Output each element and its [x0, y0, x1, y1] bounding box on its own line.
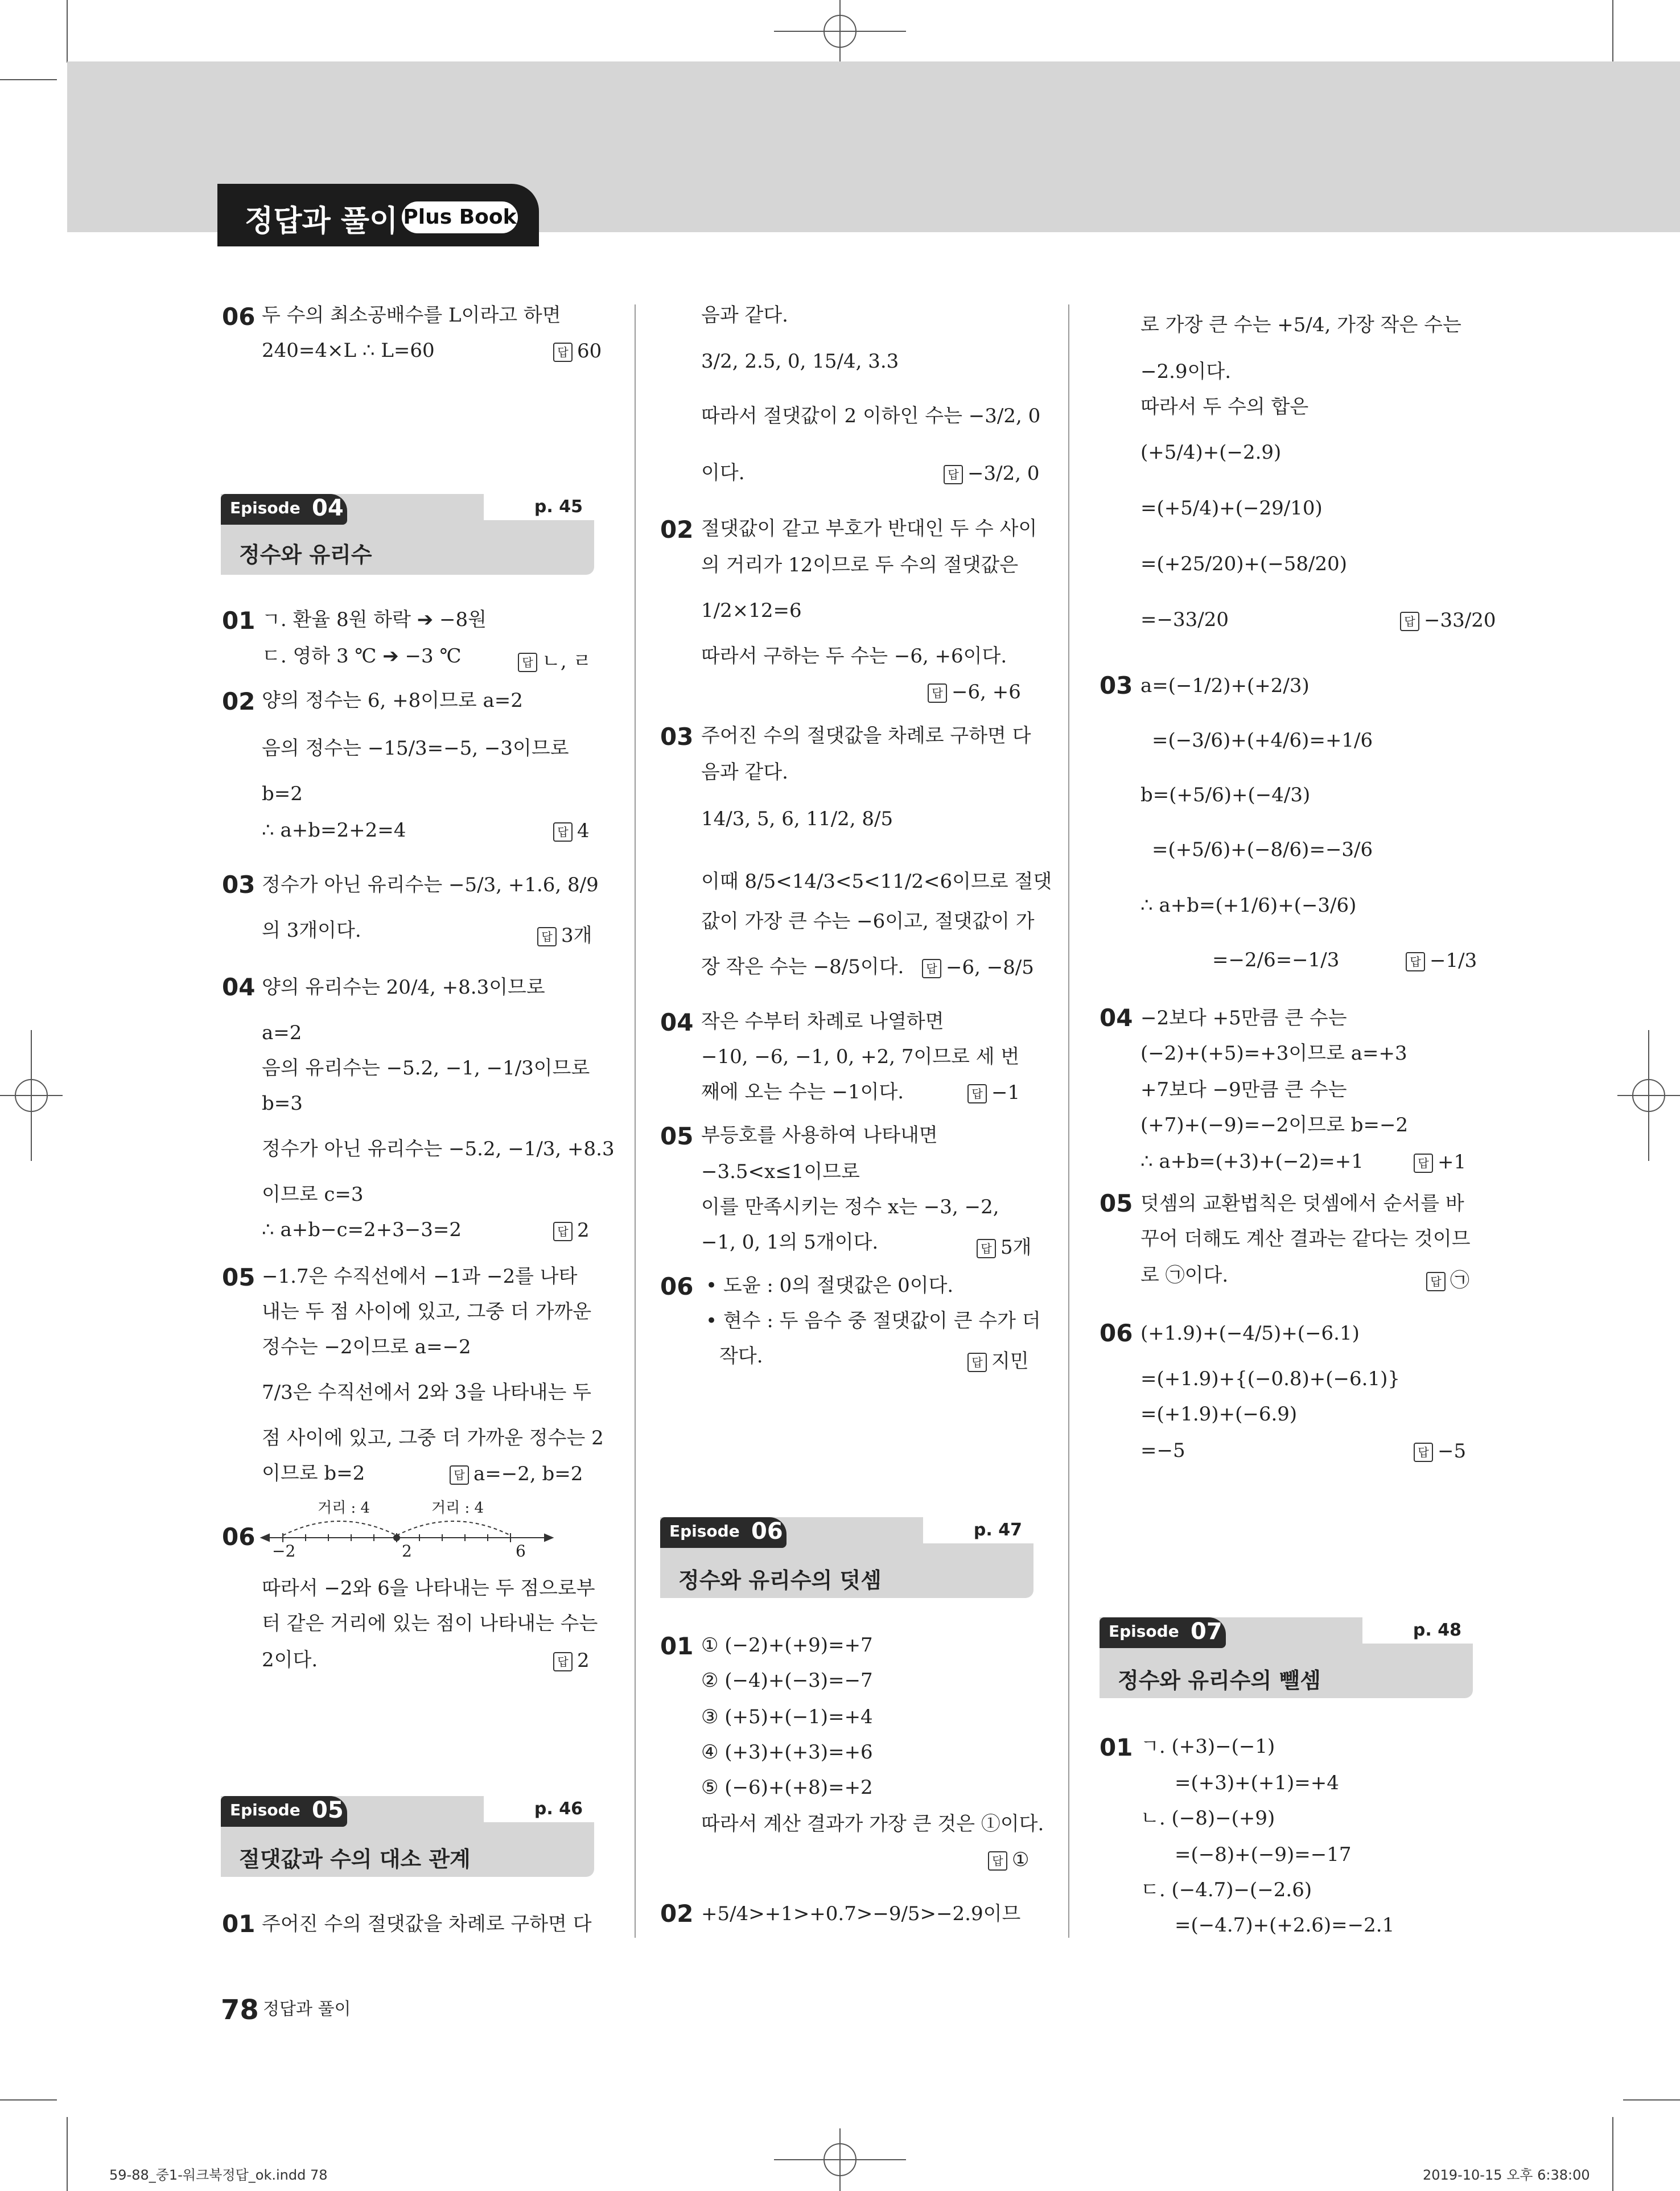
text-line: 로 가장 큰 수는 +5/4, 가장 작은 수는: [1140, 314, 1461, 336]
page-number: 78: [221, 1994, 259, 2026]
answer-mark-icon: 답: [537, 927, 557, 946]
problem-number: 01: [222, 607, 256, 635]
distance-label: 거리 : 4: [431, 1500, 484, 1517]
episode-page: p. 47: [923, 1517, 1033, 1543]
episode-page: p. 45: [484, 494, 594, 520]
answer-value: a=−2, b=2: [473, 1463, 583, 1485]
text-line: 3/2, 2.5, 0, 15/4, 3.3: [701, 350, 899, 373]
text-line: =(−3/6)+(+4/6)=+1/6: [1152, 729, 1373, 752]
distance-label: 거리 : 4: [318, 1500, 370, 1517]
episode-tag: [221, 494, 347, 525]
problem-number: 03: [660, 723, 694, 751]
answer-value: −5: [1438, 1440, 1467, 1463]
text-line: 음의 유리수는 −5.2, −1, −1/3이므로: [262, 1057, 590, 1080]
number-line-diagram: [259, 1504, 578, 1566]
answer-value: 60: [577, 340, 602, 363]
text-line: 정수가 아닌 유리수는 −5/3, +1.6, 8/9: [262, 874, 599, 896]
text-line: a=(−1/2)+(+2/3): [1140, 674, 1310, 697]
problem-number: 03: [1100, 672, 1133, 699]
episode-label: Episode: [230, 1801, 300, 1819]
problem-number: 06: [222, 1523, 256, 1551]
problem-number: 02: [660, 1900, 694, 1928]
text-line: a=2: [262, 1022, 302, 1044]
problem-number: 06: [1100, 1319, 1133, 1347]
answer-mark-icon: 답: [553, 822, 573, 842]
answer-value: −1/3: [1430, 949, 1477, 972]
text-line: −1.7은 수직선에서 −1과 −2를 나타: [262, 1265, 578, 1288]
text-line: 따라서 두 수의 합은: [1140, 396, 1309, 418]
text-line: 정수가 아닌 유리수는 −5.2, −1/3, +8.3: [262, 1138, 615, 1160]
text-line: =(−8)+(−9)=−17: [1175, 1843, 1352, 1866]
text-line: ⑤ (−6)+(+8)=+2: [701, 1776, 873, 1799]
episode-tag: [1100, 1617, 1226, 1648]
text-line: 음과 같다.: [701, 761, 788, 784]
text-line: (+7)+(−9)=−2이므로 b=−2: [1140, 1114, 1409, 1136]
answer-value: ①: [1012, 1848, 1030, 1871]
text-line: ㄷ. (−4.7)−(−2.6): [1140, 1879, 1312, 1901]
answer: [1414, 1151, 1466, 1173]
answer-mark-icon: 답: [977, 1239, 996, 1258]
answer-mark-icon: 답: [967, 1084, 987, 1103]
episode-label: Episode: [230, 499, 300, 517]
problem-number: 04: [660, 1008, 694, 1036]
answer-mark-icon: 답: [922, 959, 941, 978]
problem-number: 05: [1100, 1189, 1133, 1217]
answer-mark-icon: 답: [553, 1222, 573, 1241]
text-line: −2보다 +5만큼 큰 수는: [1140, 1007, 1347, 1029]
text-line: ∴ a+b=2+2=4: [262, 819, 406, 842]
answer-mark-icon: 답: [450, 1465, 469, 1485]
answer: [553, 1219, 590, 1242]
text-line: +7보다 −9만큼 큰 수는: [1140, 1078, 1347, 1101]
text-line: =(+25/20)+(−58/20): [1140, 553, 1347, 575]
answer: [1426, 1265, 1469, 1292]
problem-number: 05: [222, 1263, 256, 1291]
column-divider: [1068, 304, 1069, 1938]
text-line: 이다.: [701, 462, 745, 484]
episode-title: 정수와 유리수: [239, 542, 372, 567]
text-line: 절댓값이 같고 부호가 반대인 두 수 사이: [701, 517, 1037, 540]
text-line: =(+1.9)+(−6.9): [1140, 1403, 1298, 1426]
episode-number: 06: [751, 1518, 783, 1545]
episode-title: 절댓값과 수의 대소 관계: [239, 1847, 471, 1872]
answer-mark-icon: 답: [1400, 612, 1419, 631]
text-line: 정수는 −2이므로 a=−2: [262, 1336, 471, 1358]
problem-number: 02: [222, 687, 256, 715]
episode-label: Episode: [1109, 1622, 1179, 1641]
text-line: ㄱ. 환율 8원 하락 ➔ −8원: [262, 608, 487, 631]
text-line: ∴ a+b=(+1/6)+(−3/6): [1140, 894, 1357, 917]
episode-page: p. 48: [1362, 1617, 1473, 1644]
text-line: =(+3)+(+1)=+4: [1175, 1772, 1339, 1794]
text-line: 따라서 −2와 6을 나타내는 두 점으로부: [262, 1577, 595, 1600]
problem-number: 02: [660, 516, 694, 543]
text-line: 내는 두 점 사이에 있고, 그중 더 가까운: [262, 1300, 592, 1323]
text-line: (+1.9)+(−4/5)+(−6.1): [1140, 1322, 1360, 1345]
episode-number: 07: [1191, 1618, 1222, 1645]
print-timestamp: 2019-10-15 오후 6:38:00: [1423, 2167, 1590, 2183]
text-line: 두 수의 최소공배수를 L이라고 하면: [262, 304, 561, 327]
text-line: (+5/4)+(−2.9): [1140, 441, 1282, 464]
text-line: −3.5<x≤1이므로: [701, 1160, 860, 1183]
page-title: 정답과 풀이: [245, 204, 398, 238]
answer-mark-icon: 답: [553, 343, 573, 362]
answer: [977, 1232, 1031, 1259]
answer: [1414, 1440, 1466, 1463]
text-line: 따라서 구하는 두 수는 −6, +6이다.: [701, 645, 1007, 668]
answer: [988, 1848, 1029, 1871]
text-line: 1/2×12=6: [701, 599, 802, 622]
answer-mark-icon: 답: [928, 683, 947, 703]
episode-page: p. 46: [484, 1796, 594, 1822]
answer-value: 5개: [1000, 1236, 1032, 1259]
answer-mark-icon: 답: [1414, 1443, 1433, 1462]
text-line: 이때 8/5<14/3<5<11/2<6이므로 절댓: [701, 870, 1052, 893]
episode-number: 04: [312, 495, 344, 521]
text-line: 이므로 c=3: [262, 1183, 364, 1206]
text-line: −10, −6, −1, 0, +2, 7이므로 세 번: [701, 1045, 1020, 1068]
tick-label: 2: [402, 1542, 412, 1560]
text-line: • 현수 : 두 음수 중 절댓값이 큰 수가 더: [706, 1309, 1041, 1332]
text-line: 부등호를 사용하여 나타내면: [701, 1124, 938, 1147]
tick-label: 6: [516, 1542, 526, 1560]
episode-number: 05: [312, 1797, 344, 1823]
answer-value: 지민: [991, 1350, 1029, 1373]
text-line: ④ (+3)+(+3)=+6: [701, 1741, 873, 1764]
text-line: 이를 만족시키는 정수 x는 −3, −2,: [701, 1196, 999, 1218]
text-line: (−2)+(+5)=+3이므로 a=+3: [1140, 1042, 1407, 1065]
text-line: =−5: [1140, 1439, 1185, 1462]
text-line: −2.9이다.: [1140, 360, 1232, 383]
answer-value: ㉠: [1450, 1269, 1469, 1292]
text-line: =(−4.7)+(+2.6)=−2.1: [1175, 1914, 1395, 1937]
answer: [553, 819, 590, 842]
answer: [537, 920, 592, 948]
answer: [928, 681, 1021, 703]
answer-value: 3개: [561, 924, 592, 947]
text-line: ㄱ. (+3)−(−1): [1140, 1735, 1275, 1758]
text-line: ③ (+5)+(−1)=+4: [701, 1706, 873, 1728]
answer: [967, 1345, 1029, 1373]
text-line: 14/3, 5, 6, 11/2, 8/5: [701, 808, 893, 830]
text-line: • 도윤 : 0의 절댓값은 0이다.: [706, 1274, 954, 1297]
answer-value: −6, +6: [952, 681, 1021, 703]
answer-mark-icon: 답: [518, 653, 537, 672]
answer: [944, 462, 1039, 485]
text-line: 따라서 계산 결과가 가장 큰 것은 ①이다.: [701, 1813, 1044, 1835]
text-line: =−2/6=−1/3: [1212, 949, 1340, 971]
text-line: b=3: [262, 1092, 303, 1115]
text-line: 이므로 b=2: [262, 1462, 365, 1485]
text-line: ∴ a+b−c=2+3−3=2: [262, 1218, 462, 1241]
text-line: +5/4>+1>+0.7>−9/5>−2.9이므: [701, 1902, 1021, 1925]
answer: [450, 1463, 583, 1485]
episode-tag: [660, 1517, 787, 1548]
answer-value: 2: [577, 1649, 590, 1672]
column-divider: [635, 304, 636, 1938]
text-line: 2이다.: [262, 1649, 318, 1671]
text-line: 주어진 수의 절댓값을 차례로 구하면 다: [262, 1913, 592, 1935]
answer: [967, 1081, 1020, 1104]
text-line: 꾸어 더해도 계산 결과는 같다는 것이므: [1140, 1228, 1471, 1250]
answer-mark-icon: 답: [944, 465, 963, 484]
text-line: 의 거리가 12이므로 두 수의 절댓값은: [701, 554, 1019, 576]
answer: [518, 645, 591, 673]
text-line: ∴ a+b=(+3)+(−2)=+1: [1140, 1150, 1364, 1173]
answer-mark-icon: 답: [1426, 1272, 1446, 1291]
text-line: =(+5/6)+(−8/6)=−3/6: [1152, 838, 1373, 861]
text-line: =(+1.9)+{(−0.8)+(−6.1)}: [1140, 1368, 1400, 1390]
answer: [553, 340, 602, 363]
text-line: 따라서 절댓값이 2 이하인 수는 −3/2, 0: [701, 405, 1041, 427]
text-line: 값이 가장 큰 수는 −6이고, 절댓값이 가: [701, 910, 1035, 933]
problem-number: 04: [1100, 1004, 1133, 1032]
episode-tag: [221, 1796, 347, 1827]
file-info: 59-88_중1-워크북정답_ok.indd 78: [109, 2167, 328, 2183]
plus-book-badge: Plus Book: [402, 201, 518, 233]
text-line: =−33/20: [1140, 608, 1229, 631]
text-line: 의 3개이다.: [262, 919, 361, 942]
text-line: 7/3은 수직선에서 2와 3을 나타내는 두: [262, 1381, 591, 1404]
answer-mark-icon: 답: [1414, 1154, 1433, 1173]
answer: [1400, 609, 1496, 632]
answer-value: −6, −8/5: [946, 956, 1034, 979]
text-line: b=2: [262, 782, 303, 805]
problem-number: 01: [1100, 1733, 1133, 1761]
episode-label: Episode: [669, 1522, 740, 1541]
text-line: ① (−2)+(+9)=+7: [701, 1634, 873, 1657]
answer-value: −33/20: [1424, 609, 1496, 632]
text-line: 음의 정수는 −15/3=−5, −3이므로: [262, 737, 569, 760]
answer-value: 4: [577, 819, 590, 842]
problem-number: 05: [660, 1122, 694, 1150]
answer-mark-icon: 답: [553, 1652, 573, 1671]
answer-mark-icon: 답: [967, 1353, 987, 1372]
text-line: 양의 유리수는 20/4, +8.3이므로: [262, 976, 545, 999]
answer-value: 2: [577, 1219, 590, 1242]
answer: [922, 956, 1034, 979]
answer-value: −3/2, 0: [967, 462, 1040, 485]
text-line: ㄴ. (−8)−(+9): [1140, 1807, 1275, 1830]
problem-number: 01: [222, 1910, 256, 1938]
text-line: 주어진 수의 절댓값을 차례로 구하면 다: [701, 724, 1031, 747]
text-line: 240=4×L ∴ L=60: [262, 339, 435, 362]
text-line: 양의 정수는 6, +8이므로 a=2: [262, 689, 523, 712]
text-line: −1, 0, 1의 5개이다.: [701, 1231, 879, 1254]
text-line: ② (−4)+(−3)=−7: [701, 1669, 873, 1692]
text-line: 터 같은 거리에 있는 점이 나타내는 수는: [262, 1612, 598, 1635]
answer-mark-icon: 답: [988, 1851, 1007, 1871]
problem-number: 06: [222, 303, 256, 331]
problem-number: 06: [660, 1272, 694, 1300]
text-line: 음과 같다.: [701, 304, 788, 327]
answer: [553, 1649, 590, 1672]
text-line: 째에 오는 수는 −1이다.: [701, 1081, 904, 1103]
text-line: 장 작은 수는 −8/5이다.: [701, 956, 904, 978]
answer-value: ㄴ, ㄹ: [542, 650, 592, 673]
tick-label: −2: [272, 1542, 296, 1560]
text-line: 로 ㉠이다.: [1140, 1264, 1229, 1287]
answer: [1406, 949, 1477, 972]
episode-title: 정수와 유리수의 뺄셈: [1118, 1668, 1321, 1693]
text-line: 덧셈의 교환법칙은 덧셈에서 순서를 바: [1140, 1192, 1464, 1215]
text-line: 점 사이에 있고, 그중 더 가까운 정수는 2: [262, 1427, 604, 1449]
text-line: 작다.: [719, 1345, 763, 1368]
problem-number: 03: [222, 871, 256, 899]
problem-number: 01: [660, 1632, 694, 1660]
answer-value: +1: [1438, 1151, 1467, 1173]
episode-title: 정수와 유리수의 덧셈: [678, 1568, 882, 1593]
problem-number: 04: [222, 973, 256, 1001]
text-line: =(+5/4)+(−29/10): [1140, 497, 1323, 520]
text-line: 작은 수부터 차례로 나열하면: [701, 1010, 944, 1033]
text-line: b=(+5/6)+(−4/3): [1140, 784, 1311, 806]
answer-mark-icon: 답: [1406, 952, 1425, 971]
text-line: ㄷ. 영하 3 ℃ ➔ −3 ℃: [262, 645, 462, 668]
answer-value: −1: [991, 1081, 1020, 1104]
footer-label: 정답과 풀이: [263, 1999, 351, 2019]
